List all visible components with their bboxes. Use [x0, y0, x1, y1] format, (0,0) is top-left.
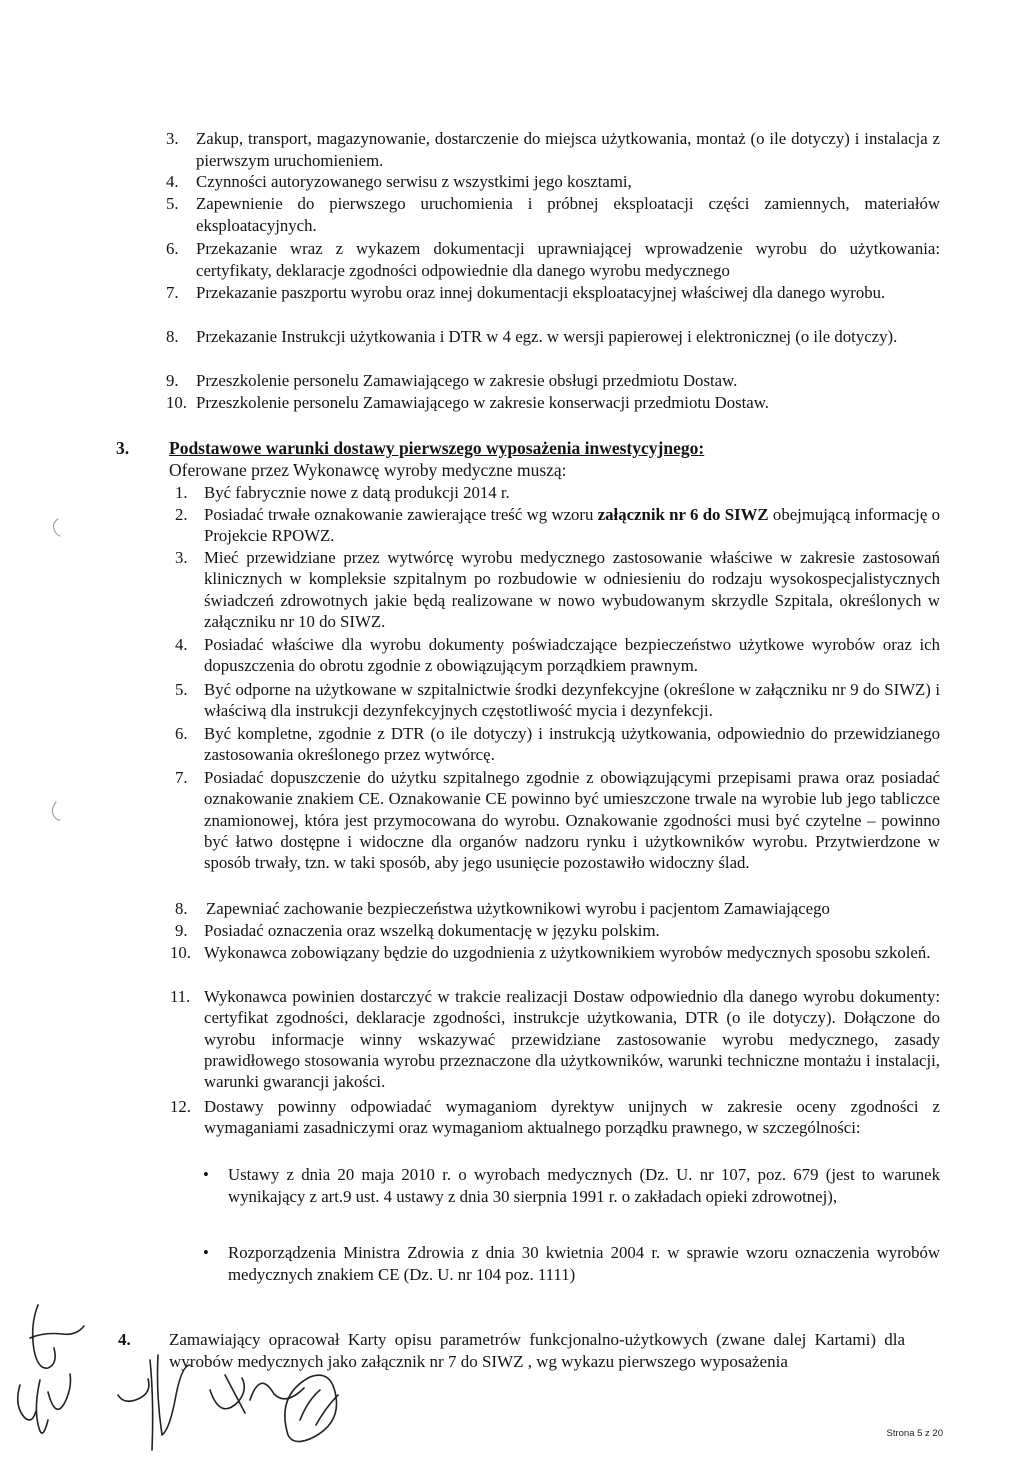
initials-icon — [285, 1375, 338, 1441]
margin-mark-icon — [52, 802, 60, 820]
initials-icon — [210, 1375, 304, 1413]
list-item — [175, 547, 940, 632]
list-item-text: Posiadać oznaczenia oraz wszelką dokumentację w języku polskim. — [204, 921, 660, 940]
list-item — [166, 238, 940, 281]
list-item-text: Mieć przewidziane przez wytwórcę wyrobu medycznego zastosowanie właściwe w zakresie zastosowań klinicznych w kompleksie szpitalnym po rozbudowie w odniesieniu do rodzaju wysokospecjalistycznych świadczeń zdrowotnych jakie będą realizowane w nowo wybudowanym skrzydle Szpitala, określonych w załączniku nr 10 do SIWZ. — [204, 548, 940, 631]
list-item-number: 10. — [170, 943, 191, 962]
list-item — [166, 171, 940, 193]
list-item-number: 1. — [175, 483, 188, 502]
margin-mark-icon — [54, 519, 61, 536]
initials-icon — [18, 1374, 71, 1433]
section-title-colon: : — [698, 438, 705, 458]
list-item-text: Być fabrycznie nowe z datą produkcji 2014 r. — [204, 483, 510, 502]
list-item-number: 10. — [166, 393, 187, 412]
list-item-text: Zakup, transport, magazynowanie, dostarczenie do miejsca użytkowania, montaż (o ile dotyczy) i instalacja z pierwszym uruchomieniem. — [196, 129, 940, 170]
list-item-number: 6. — [166, 239, 179, 258]
list-item — [175, 504, 940, 547]
list-item-text: Posiadać trwałe oznakowanie zawierające treść wg wzoru załącznik nr 6 do SIWZ obejmującą informację o Projekcie RPOWZ. — [204, 505, 940, 546]
list-item-number: 8. — [166, 327, 179, 346]
list-item — [166, 128, 940, 171]
list-item-text: Wykonawca zobowiązany będzie do uzgodnienia z użytkownikiem wyrobów medycznych sposobu szkoleń. — [204, 943, 931, 962]
list-item-number: 9. — [166, 371, 179, 390]
bullet-item — [203, 1164, 940, 1207]
bullet-icon: • — [203, 1165, 209, 1184]
list-item-text: Być kompletne, zgodnie z DTR (o ile dotyczy) i instrukcją użytkowania, odpowiednio do przewidzianego zastosowania określonego przez wytwórcę. — [204, 724, 940, 765]
list-item — [166, 282, 940, 304]
section-intro: Oferowane przez Wykonawcę wyroby medyczne muszą: — [169, 460, 567, 480]
list-item-number: 11. — [170, 987, 191, 1006]
list-item-number: 12. — [170, 1097, 191, 1116]
list-item — [175, 920, 940, 941]
list-item — [175, 898, 940, 919]
list-item — [170, 986, 940, 1092]
initials-icon — [30, 1305, 84, 1368]
list-item — [170, 942, 940, 963]
list-item-text: Zapewniać zachowanie bezpieczeństwa użytkownikowi wyrobu i pacjentom Zamawiającego — [206, 899, 830, 918]
list-item — [175, 634, 940, 677]
list-item-number: 8. — [175, 899, 188, 918]
page-number: Strona 5 z 20 — [886, 1428, 943, 1439]
list-item — [175, 482, 940, 503]
list-item-number: 5. — [166, 194, 179, 213]
list-item — [166, 392, 940, 414]
list-item-text: Czynności autoryzowanego serwisu z wszystkimi jego kosztami, — [196, 172, 632, 191]
list-item-number: 3. — [166, 129, 179, 148]
attachment-reference: załącznik nr 6 do SIWZ — [597, 505, 769, 524]
list-item — [170, 1096, 940, 1139]
bullet-text: Rozporządzenia Ministra Zdrowia z dnia 30 kwietnia 2004 r. w sprawie wzoru oznaczenia wyrobów medycznych znakiem CE (Dz. U. nr 104 poz. 1111) — [228, 1243, 940, 1284]
list-item-number: 2. — [175, 505, 188, 524]
section-number: 3. — [116, 438, 130, 458]
section-title: Podstawowe warunki dostawy pierwszego wyposażenia inwestycyjnego — [169, 438, 699, 458]
list-item-number: 9. — [175, 921, 188, 940]
list-item-number: 7. — [175, 768, 188, 787]
list-item-text: Posiadać właściwe dla wyrobu dokumenty poświadczające bezpieczeństwo użytkowe wyrobów oraz ich dopuszczenia do obrotu zgodnie z obowiązującym porządkiem prawnym. — [204, 635, 940, 676]
section-number: 4. — [118, 1330, 131, 1349]
section-text: Zamawiający opracował Karty opisu parametrów funkcjonalno-użytkowych (zwane dalej Kartami) dla wyrobów medycznych jako załącznik nr 7 do SIWZ , wg wykazu pierwszego wyposażenia — [169, 1330, 905, 1371]
list-item-text: Wykonawca powinien dostarczyć w trakcie realizacji Dostaw odpowiednio dla danego wyrobu dokumenty: certyfikat zgodności, deklaracje zgodności, instrukcje użytkowania, DTR (o ile dotyczy). Dołączone do wyrobu informacje winny wskazywać przewidziane zastosowanie wyrobu medycznego, zasady prawidłowego stosowania wyrobu przeznaczone dla użytkowników, warunki techniczne montażu i instalacji, warunki gwarancji jakości. — [204, 987, 940, 1092]
list-item — [166, 193, 940, 236]
list-item — [166, 370, 940, 392]
bullet-text: Ustawy z dnia 20 maja 2010 r. o wyrobach medycznych (Dz. U. nr 107, poz. 679 (jest to warunek wynikający z art.9 ust. 4 ustawy z dnia 30 sierpnia 1991 r. o zakładach opieki zdrowotnej), — [228, 1165, 940, 1206]
list-item-text: Zapewnienie do pierwszego uruchomienia i próbnej eksploatacji części zamiennych, materiałów eksploatacyjnych. — [196, 194, 940, 235]
list-item — [175, 767, 940, 873]
list-item-number: 4. — [175, 635, 188, 654]
list-item — [175, 723, 940, 766]
list-item-number: 4. — [166, 172, 179, 191]
list-item-text: Posiadać dopuszczenie do użytku szpitalnego zgodnie z obowiązującymi przepisami prawa oraz posiadać oznakowanie znakiem CE. Oznakowanie CE powinno być umieszczone trwale na wyrobie lub jego tabliczce znamionowej, która jest przymocowana do wyrobu. Oznakowanie zgodności musi być czytelne – powinno być łatwo dostępne i widoczne dla organów nadzoru rynku i użytkowników wyrobu. Przytwierdzone w sposób trwały, tzn. w taki sposób, aby jego usunięcie pozostawiło widoczny ślad. — [204, 768, 940, 873]
bullet-item — [203, 1242, 940, 1285]
list-item-text: Być odporne na użytkowane w szpitalnictwie środki dezynfekcyjne (określone w załączniku nr 9 do SIWZ) i właściwą dla instrukcji dezynfekcyjnych częstotliwość mycia i dezynfekcji. — [204, 680, 940, 721]
list-item-text: Przekazanie paszportu wyrobu oraz innej dokumentacji eksploatacyjnej właściwej dla danego wyrobu. — [196, 283, 886, 302]
list-item-text: Dostawy powinny odpowiadać wymaganiom dyrektyw unijnych w zakresie oceny zgodności z wymaganiami zasadniczymi oraz wymaganiom aktualnego porządku prawnego, w szczególności: — [204, 1097, 940, 1138]
list-item — [175, 679, 940, 722]
list-item-number: 6. — [175, 724, 188, 743]
list-item-text: Przeszkolenie personelu Zamawiającego w zakresie konserwacji przedmiotu Dostaw. — [196, 393, 769, 412]
list-item-number: 5. — [175, 680, 188, 699]
list-item-number: 7. — [166, 283, 179, 302]
list-item — [166, 326, 940, 348]
list-item-text: Przekazanie wraz z wykazem dokumentacji uprawniającej wprowadzenie wyrobu do użytkowania: certyfikaty, deklaracje zgodności odpowiednie dla danego wyrobu medycznego — [196, 239, 940, 280]
list-item-text: Przeszkolenie personelu Zamawiającego w zakresie obsługi przedmiotu Dostaw. — [196, 371, 738, 390]
list-item-text: Przekazanie Instrukcji użytkowania i DTR w 4 egz. w wersji papierowej i elektronicznej (o ile dotyczy). — [196, 327, 898, 346]
list-item-number: 3. — [175, 548, 188, 567]
bullet-icon: • — [203, 1243, 209, 1262]
